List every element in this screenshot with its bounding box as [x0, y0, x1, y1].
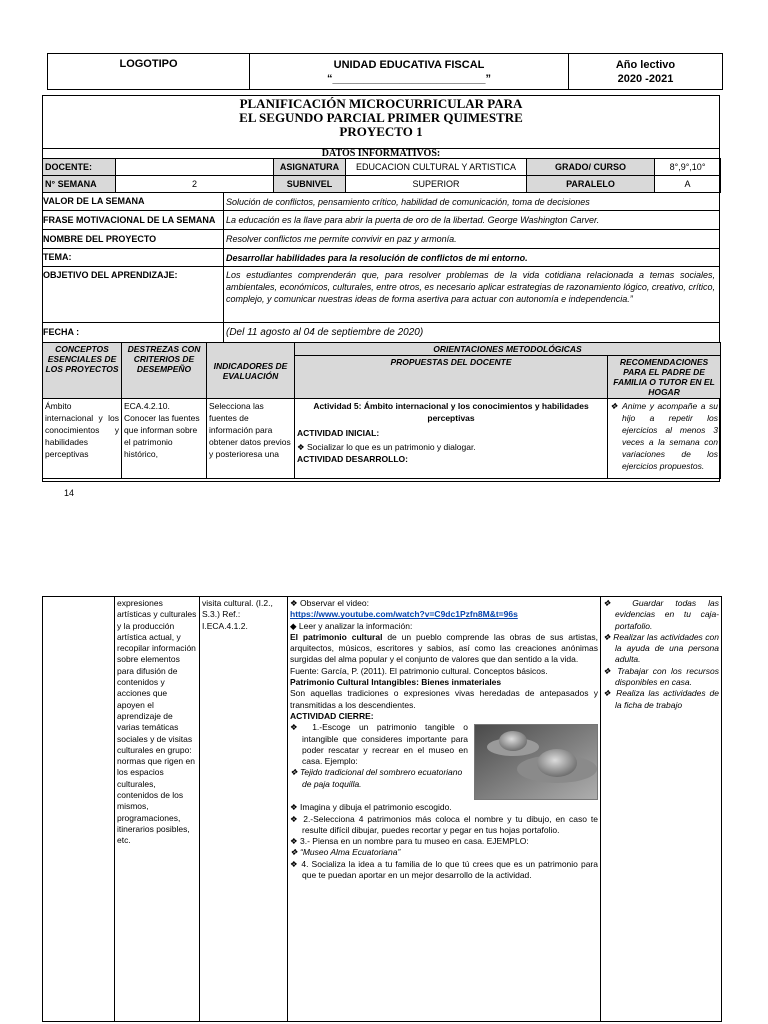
cierre-item-2: [290, 814, 598, 837]
bullet-icon: ❖: [290, 598, 298, 608]
video-link[interactable]: https://www.youtube.com/watch?v=C9dc1Pzfn8M&t=96s: [290, 609, 518, 620]
header-table: [47, 53, 723, 90]
bullet-icon: ❖: [290, 722, 304, 733]
tema-value: Desarrollar habilidades para la resolución de conflictos de mi entorno.: [223, 249, 528, 267]
planning-form: [42, 95, 720, 482]
valor-row: [43, 193, 719, 211]
info-table: [42, 158, 721, 193]
recomendacion-bullet: [610, 400, 718, 472]
patrimonio-definition: de un pueblo comprende las obras de sus artistas, arquitectos, músicos, escritores y sabios, así como las creaciones anónimas surgidas del alma popular y el conjunto de valores que dan sentido a la vida.: [290, 631, 598, 665]
logo-cell: [48, 54, 250, 90]
bullet-icon: ❖: [610, 401, 619, 411]
imagina-item: [290, 802, 598, 813]
school-cell: [250, 54, 569, 90]
actividad-cierre-title: ACTIVIDAD CIERRE:: [290, 710, 374, 721]
bullet-icon: ❖: [290, 836, 298, 847]
bullet-icon: ❖: [290, 802, 298, 813]
bullet-icon: ❖: [603, 665, 613, 676]
indicadores-cell: Selecciona las fuentes de información para obtener datos previos y posterioresa una: [207, 399, 295, 479]
frase-row: [43, 211, 719, 230]
frase-value: La educación es la llave para abrir la puerta de oro de la libertad. George Washington Carver.: [223, 211, 599, 230]
diamond-bullet-icon: ◆: [290, 620, 297, 631]
objetivo-value: Los estudiantes comprenderán que, para resolver problemas de la vida cotidiana relacionada a temas sociales, ambientales, económicos, culturales, entre otros, es necesario aplicar estrategias de razonamiento lógico, creativo, crítico, complejo, y comunicar nuestras ideas de forma asertiva para actuar con autonomía e independencia.”: [223, 267, 719, 323]
title-line-3: PROYECTO 1: [339, 124, 423, 139]
grado-label: GRADO/ CURSO: [527, 159, 655, 176]
actividad-5-title: Actividad 5: Ámbito internacional y los conocimientos y habilidades perceptivas: [313, 401, 589, 423]
bullet-icon: ❖: [290, 767, 298, 778]
museo-example-text: “Museo Alma Ecuatoriana”: [300, 847, 401, 858]
semana-value: 2: [116, 176, 274, 193]
page2-table: [42, 596, 722, 1022]
paralelo-label: PARALELO: [527, 176, 655, 193]
cierre-item-3: [290, 836, 598, 847]
intangible-heading: Patrimonio Cultural Intangibles: Bienes inmateriales: [290, 677, 502, 688]
bullet-icon: ❖: [290, 858, 299, 869]
bullet-icon: ❖: [290, 813, 300, 824]
year-cell: [569, 54, 723, 90]
rec-item-3-text: Trabajar con los recursos disponibles en casa.: [615, 665, 719, 688]
rec-item-2: [603, 632, 719, 666]
rec-item-1: [603, 598, 719, 632]
actividad-inicial-title: ACTIVIDAD INICIAL:: [297, 428, 380, 438]
cierre-item-4: [290, 859, 598, 882]
hat-illustration: [475, 725, 598, 800]
frase-label: FRASE MOTIVACIONAL DE LA SEMANA: [43, 215, 216, 225]
propuestas-cell-cont: [288, 597, 601, 1022]
destrezas-cell-cont: expresiones artísticas y culturales y la producción artística actual, y recopilar información sobre elementos para difusión de contenidos y acciones que apoyen el aprendizaje de varias temáticas sociales y de visitas culturales en grupo: normas que rigen en los espacios culturales, contenidos de los mismos, programaciones, itinerarios posibles, etc.: [115, 597, 200, 1022]
inicial-item: Socializar lo que es un patrimonio y dialogar.: [307, 442, 476, 452]
docente-label: DOCENTE:: [43, 159, 116, 176]
recomendaciones-cell-cont: [601, 597, 722, 1022]
asignatura-label: ASIGNATURA: [274, 159, 346, 176]
header-propuestas: PROPUESTAS DEL DOCENTE: [295, 356, 608, 399]
docente-value: [116, 159, 274, 176]
bullet-icon: ❖: [297, 442, 305, 452]
methodology-table: [42, 342, 721, 479]
imagina-text: Imagina y dibuja el patrimonio escogido.: [300, 802, 452, 813]
proyecto-label: NOMBRE DEL PROYECTO: [43, 234, 157, 244]
subnivel-label: SUBNIVEL: [274, 176, 346, 193]
header-orientaciones: ORIENTACIONES METODOLÓGICAS: [295, 343, 721, 356]
tema-label: TEMA:: [43, 252, 72, 262]
bullet-icon: ❖: [603, 598, 621, 608]
header-recomendaciones: RECOMENDACIONES PARA EL PADRE DE FAMILIA O TUTOR EN EL HOGAR: [608, 356, 721, 399]
rec-item-4-text: Realiza las actividades de la ficha de trabajo: [615, 688, 719, 710]
subnivel-value: SUPERIOR: [346, 176, 527, 193]
header-conceptos: CONCEPTOS ESENCIALES DE LOS PROYECTOS: [43, 343, 122, 399]
fecha-row: [43, 323, 719, 342]
objetivo-label: OBJETIVO DEL APRENDIZAJE:: [43, 270, 178, 280]
school-quote-line: “_________________________”: [327, 72, 491, 85]
cierre-item-2-text: 2.-Selecciona 4 patrimonios más coloca el nombre y tu dibujo, en caso te resulte difícil dibujar, puedes recortar y pegar en tus hojas portafolio.: [302, 813, 598, 835]
logo-placeholder: LOGOTIPO: [119, 58, 178, 70]
museo-example-item: [290, 847, 598, 858]
bullet-icon: ❖: [603, 631, 611, 642]
inicial-bullet: [297, 441, 605, 453]
fecha-value: (Del 11 agosto al 04 de septiembre de 2020): [223, 323, 423, 342]
valor-value: Solución de conflictos, pensamiento crítico, habilidad de comunicación, toma de decisiones: [223, 193, 590, 211]
asignatura-value: EDUCACION CULTURAL Y ARTISTICA: [346, 159, 527, 176]
conceptos-cell: Ámbito internacional y los conocimientos y habilidades perceptivas: [43, 399, 122, 479]
tejido-text: Tejido tradicional del sombrero ecuatoriano de paja toquilla.: [300, 767, 463, 789]
paralelo-value: A: [655, 176, 721, 193]
recomendacion-text: Anime y acompañe a su hijo a repetir los ejercicios al menos 3 veces a la semana con variaciones de los ejercicios propuestos.: [622, 401, 719, 471]
recomendacion-cell: [608, 399, 721, 479]
header-destrezas: DESTREZAS CON CRITERIOS DE DESEMPEÑO: [122, 343, 207, 399]
year-value: 2020 -2021: [617, 72, 674, 85]
leer-text: Leer y analizar la información:: [298, 620, 413, 631]
patrimonio-term: El patrimonio cultural: [290, 631, 383, 642]
actividad-desarrollo-title: ACTIVIDAD DESARROLLO:: [297, 454, 408, 464]
cierre-item-1-text: 1.-Escoge un patrimonio tangible o intangible que consideres importante para poder rescatar y recrear en el museo en casa. Ejemplo:: [302, 722, 468, 767]
rec-item-2-text: Realizar las actividades con la ayuda de una persona adulta.: [613, 631, 719, 665]
rec-item-3: [603, 666, 719, 689]
page-number: 14: [64, 488, 75, 498]
cierre-item-3-text: 3.- Piensa en un nombre para tu museo en casa. EJEMPLO:: [300, 836, 529, 847]
destrezas-cell: ECA.4.2.10. Conocer las fuentes que informan sobre el patrimonio histórico,: [122, 399, 207, 479]
observar-item: [290, 598, 598, 609]
propuestas-cell: [295, 399, 608, 479]
proyecto-value: Resolver conflictos me permite convivir en paz y armonía.: [223, 230, 457, 249]
conceptos-cell-cont: [43, 597, 115, 1022]
rec-item-1-text: Guardar todas las evidencias en tu caja-portafolio.: [615, 598, 719, 631]
fecha-label: FECHA :: [43, 327, 80, 337]
valor-label: VALOR DE LA SEMANA: [43, 196, 145, 206]
semana-label: N° SEMANA: [43, 176, 116, 193]
header-indicadores: INDICADORES DE EVALUACIÓN: [207, 343, 295, 399]
fuente-citation: Fuente: García, P. (2011). El patrimonio cultural. Conceptos básicos.: [290, 665, 548, 676]
tema-row: [43, 249, 719, 267]
intangible-text: Son aquellas tradiciones o expresiones vivas heredadas de antepasados y transmitidas a los descendientes.: [290, 688, 598, 710]
datos-informativos-heading: DATOS INFORMATIVOS:: [43, 148, 719, 159]
sombrero-paja-toquilla-image: [474, 724, 598, 800]
rec-item-4: [603, 688, 719, 711]
patrimonio-paragraph: [290, 632, 598, 666]
title-line-1: PLANIFICACIÓN MICROCURRICULAR PARA: [239, 96, 523, 111]
title-line-2: EL SEGUNDO PARCIAL PRIMER QUIMESTRE: [239, 110, 523, 125]
year-label: Año lectivo: [615, 58, 676, 71]
school-name: UNIDAD EDUCATIVA FISCAL: [333, 58, 485, 71]
objetivo-row: [43, 267, 719, 323]
observar-text: Observar el video:: [300, 598, 369, 608]
grado-value: 8°,9°,10°: [655, 159, 721, 176]
cierre-item-4-text: 4. Socializa la idea a tu familia de lo que tú crees que es un patrimonio para que te puedan aportar en un mejor desarrollo de la actividad.: [301, 858, 598, 881]
bullet-icon: ❖: [290, 847, 298, 858]
proyecto-row: [43, 230, 719, 249]
leer-item: [290, 621, 598, 632]
document-titles: [43, 96, 719, 139]
indicadores-cell-cont: visita cultural. (I.2., S.3.) Ref.: I.ECA.4.1.2.: [200, 597, 288, 1022]
bullet-icon: ❖: [603, 688, 613, 699]
